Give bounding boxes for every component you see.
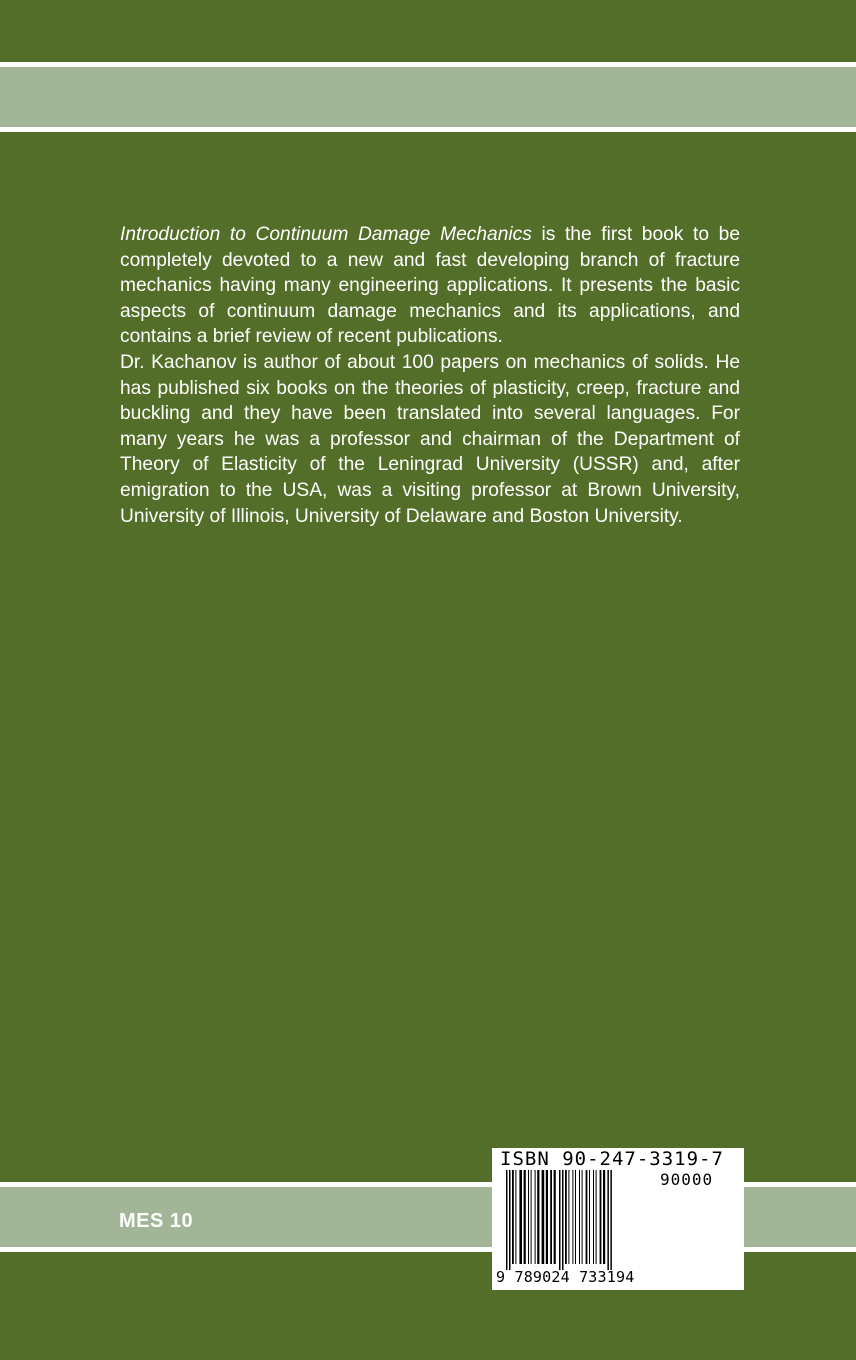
barcode-bar [550,1170,552,1264]
barcode-bar [546,1170,548,1264]
barcode-bar [524,1170,526,1264]
barcode-bar [519,1170,522,1264]
isbn-number: ISBN 90-247-3319-7 [500,1148,724,1170]
top-decorative-band [0,62,856,132]
barcode-bar [515,1170,516,1264]
barcode-bar [506,1170,508,1270]
barcode-bar [562,1170,564,1270]
barcode-bar [572,1170,573,1264]
barcode-bar [582,1170,583,1264]
barcode-bar [528,1170,529,1264]
blurb-paragraph-book-text: is the first book to be completely devoted to a new and fast developing branch of fracture mechanics having many engineering applications. It presents the basic aspects of continuum damage mechanics and its applications, and contains a brief review of recent publications. [120,224,741,348]
book-title: Introduction to Continuum Damage Mechanics [120,224,532,245]
barcode-bar [586,1170,588,1264]
barcode-bar [531,1170,532,1264]
barcode-box [492,1148,744,1290]
barcode-bar [565,1170,567,1264]
barcode-bar [575,1170,576,1264]
barcode-bar [610,1170,612,1270]
series-label: MES 10 [119,1210,194,1232]
barcode-bar [559,1170,561,1270]
barcode-bar [568,1170,569,1264]
barcode-bar [593,1170,594,1264]
barcode-bar [596,1170,597,1264]
barcode-digits: 9 789024 733194 [496,1268,635,1286]
barcode-bar [607,1170,609,1270]
back-cover-blurb [120,222,740,529]
barcode-bar [589,1170,590,1264]
blurb-paragraph-author: Dr. Kachanov is author of about 100 papers on mechanics of solids. He has published six books on the theories of plasticity, creep, fracture and buckling and they have been translated into several languages. For many years he was a professor and chairman of the Department of Theory of Elasticity of the Leningrad University (USSR) and, after emigration to the USA, was a visiting professor at Brown University, University of Illinois, University of Delaware and Boston University. [120,351,740,527]
barcode-bar [554,1170,556,1264]
price-code: 90000 [660,1170,714,1189]
barcode-bar [509,1170,511,1270]
barcode-bar [542,1170,545,1264]
barcode-bar [512,1170,514,1264]
barcode-bar [600,1170,602,1264]
barcode-bar [603,1170,605,1264]
barcode-bar [537,1170,539,1264]
blurb-paragraph-book [120,222,740,350]
barcode-bar [579,1170,580,1264]
barcode-bar [535,1170,536,1264]
